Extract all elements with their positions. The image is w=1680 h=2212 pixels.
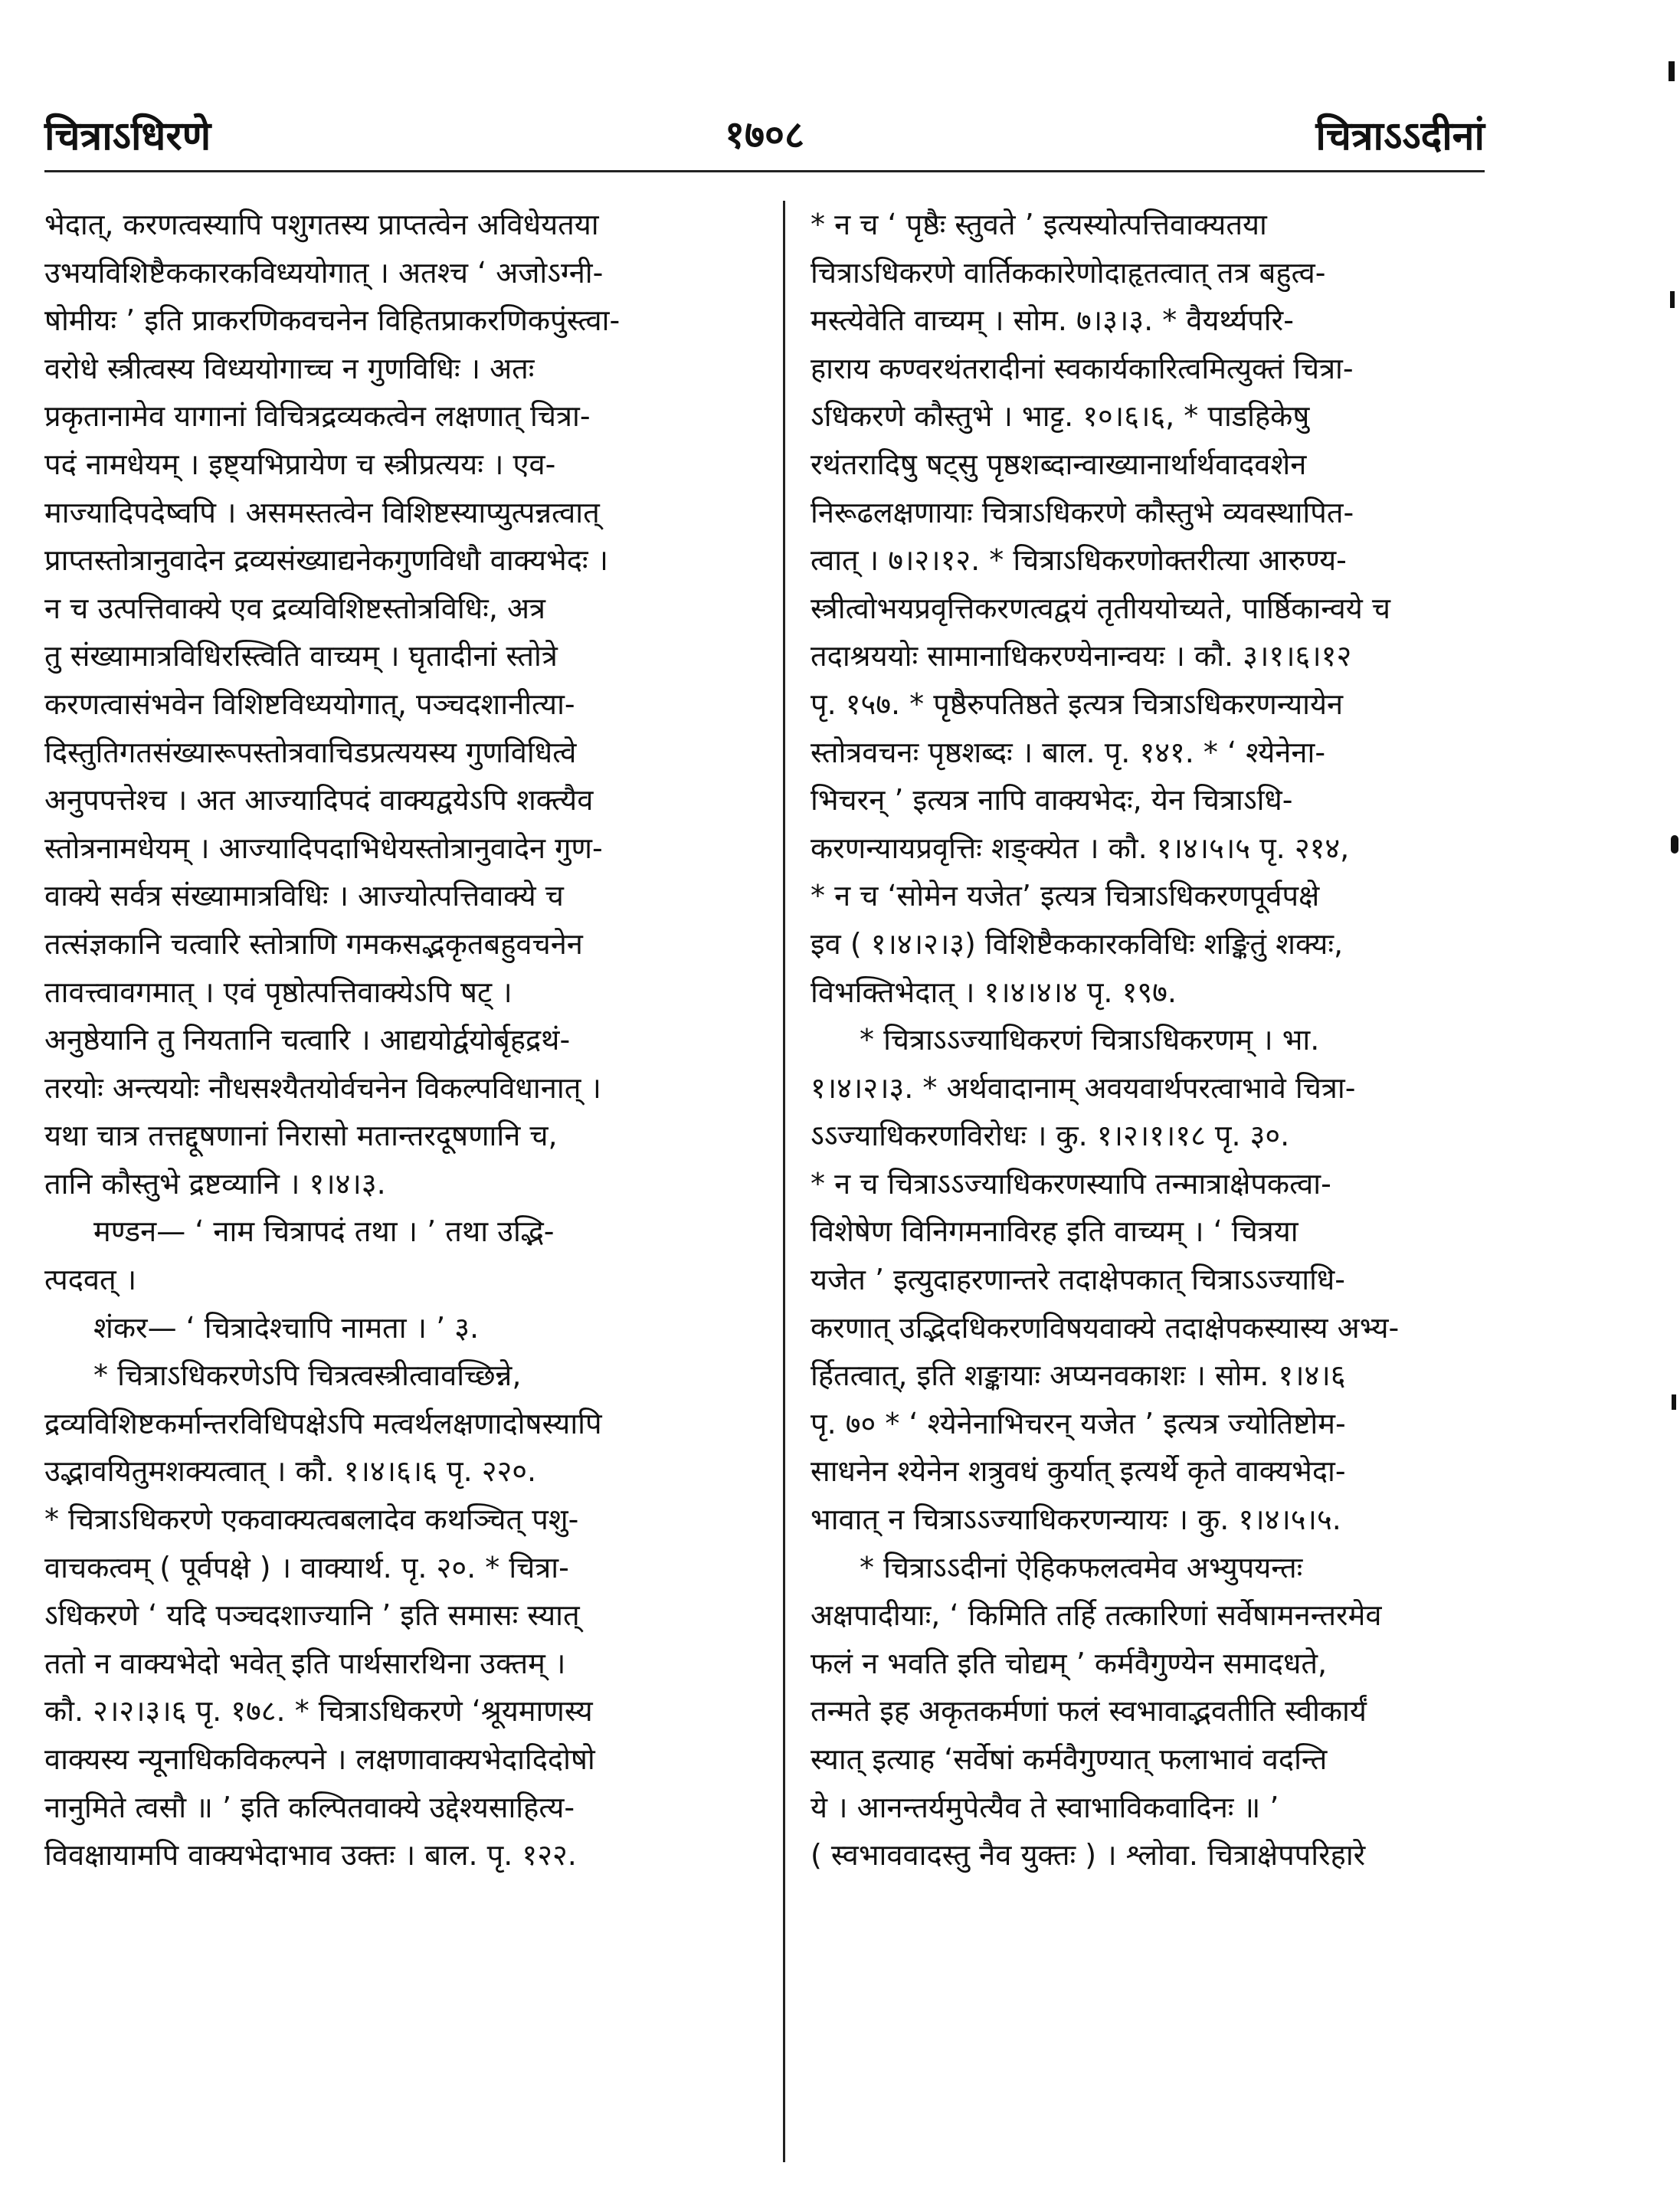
text-line: अनुष्ठेयानि तु नियतानि चत्वारि । आद्ययोर्द्वयोर्बृहद्रथं-: [44, 1023, 571, 1057]
text-line: पृ. ७० * ‘ श्येनेनाभिचरन् यजेत ’ इत्यत्र ज्योतिष्टोम-: [811, 1406, 1346, 1440]
text-line: * चित्राऽऽदीनां ऐहिकफलत्वमेव अभ्युपयन्तः: [860, 1550, 1303, 1584]
text-line: ये । आनन्तर्यमुपेत्यैव ते स्वाभाविकवादिनः ॥ ’: [811, 1790, 1279, 1824]
text-line: चित्राऽधिकरणे वार्तिककारेणोदाहृतत्वात् तत्र बहुत्व-: [811, 255, 1326, 290]
text-line: माज्यादिपदेष्वपि । असमस्तत्वेन विशिष्टस्याप्युत्पन्नत्वात्: [44, 495, 600, 529]
text-line: रथंतरादिषु षट्सु पृष्ठशब्दान्वाख्यानार्थार्थवादवशेन: [811, 447, 1307, 481]
text-line: करणत्वासंभवेन विशिष्टविध्ययोगात्, पञ्चदशानीत्या-: [44, 687, 575, 721]
text-line: पदं नामधेयम् । इष्ट्यभिप्रायेण च स्त्रीप्रत्ययः । एव-: [44, 447, 556, 481]
text-line: दिस्तुतिगतसंख्यारूपस्तोत्रवाचिडप्रत्ययस्य गुणविधित्वे: [44, 735, 577, 769]
header-right-title: चित्राऽऽदीनां: [1315, 113, 1485, 159]
text-line: तानि कौस्तुभे द्रष्टव्यानि । १।४।३.: [44, 1166, 386, 1201]
text-line: अनुपपत्तेश्च । अत आज्यादिपदं वाक्यद्वयेऽपि शक्त्यैव: [44, 783, 594, 818]
text-line: तदाश्रययोः सामानाधिकरण्येनान्वयः । कौ. ३।१।६।१२: [811, 639, 1352, 673]
text-line: करणात् उद्भिदधिकरणविषयवाक्ये तदाक्षेपकस्यास्य अभ्य-: [811, 1310, 1400, 1345]
text-line: त्वात् । ७।२।१२. * चित्राऽधिकरणोक्तरीत्या आरुण्य-: [811, 543, 1347, 578]
header-left-title: चित्राऽधिरणे: [44, 113, 211, 159]
text-line: अक्षपादीयाः, ‘ किमिति तर्हि तत्कारिणां सर्वेषामनन्तरमेव: [811, 1598, 1382, 1633]
right-column: [811, 201, 1485, 1879]
text-line: वाक्ये सर्वत्र संख्यामात्रविधिः । आज्योत्पत्तिवाक्ये च: [44, 879, 564, 913]
text-line: तरयोः अन्त्ययोः नौधसश्यैतयोर्वचनेन विकल्पविधानात् ।: [44, 1070, 601, 1105]
text-line: शंकर— ‘ चित्रादेश्चापि नामता । ’ ३.: [93, 1310, 480, 1345]
text-line: भेदात्, करणत्वस्यापि पशुगतस्य प्राप्तत्वेन अविधेयतया: [44, 208, 599, 241]
text-line: भिचरन् ’ इत्यत्र नापि वाक्यभेदः, येन चित्राऽधि-: [811, 783, 1293, 818]
text-line: प्रकृतानामेव यागानां विचित्रद्रव्यकत्वेन लक्षणात् चित्रा-: [44, 399, 591, 434]
text-line: स्तोत्रवचनः पृष्ठशब्दः । बाल. पृ. १४१. * ‘ श्येनेना-: [811, 735, 1326, 769]
page-number: १७०८: [725, 113, 804, 157]
text-line: भावात् न चित्राऽऽज्याधिकरणन्यायः । कु. १।४।५।५.: [811, 1503, 1341, 1537]
text-line: द्रव्यविशिष्टकर्मान्तरविधिपक्षेऽपि मत्वर्थलक्षणादोषस्यापि: [44, 1406, 602, 1440]
column-separator: [783, 201, 785, 2162]
text-line: इव ( १।४।२।३) विशिष्टैककारकविधिः शङ्कितुं शक्यः,: [811, 926, 1344, 961]
text-line: स्त्रीत्वोभयप्रवृत्तिकरणत्वद्वयं तृतीययोच्यते, पार्ष्ठिकान्वये च: [811, 591, 1391, 625]
text-line: निरूढलक्षणायाः चित्राऽधिकरणे कौस्तुभे व्यवस्थापित-: [811, 495, 1354, 529]
text-line: ऽऽज्याधिकरणविरोधः । कु. १।२।१।१८ पृ. ३०.: [811, 1119, 1290, 1153]
text-line: तु संख्यामात्रविधिरस्त्विति वाच्यम् । घृतादीनां स्तोत्रे: [44, 639, 558, 673]
scan-mark: [1672, 1394, 1676, 1410]
text-line: त्पदवत् ।: [44, 1263, 137, 1297]
text-line: १।४।२।३. * अर्थवादानाम् अवयवार्थपरत्वाभावे चित्रा-: [811, 1070, 1356, 1105]
text-line: * न च ‘सोमेन यजेत’ इत्यत्र चित्राऽधिकरणपूर्वपक्षे: [811, 879, 1320, 913]
text-line: वाक्यस्य न्यूनाधिकविकल्पने । लक्षणावाक्यभेदादिदोषो: [44, 1742, 595, 1776]
text-line: * न च चित्राऽऽज्याधिकरणस्यापि तन्मात्राक्षेपकत्वा-: [811, 1166, 1331, 1201]
scan-mark: [1670, 291, 1675, 308]
text-line: षोमीयः ’ इति प्राकरणिकवचनेन विहितप्राकरणिकपुंस्त्वा-: [44, 303, 621, 338]
text-line: तत्संज्ञकानि चत्वारि स्तोत्राणि गमकसद्भकृतबहुवचनेन: [44, 926, 583, 961]
text-line: करणन्यायप्रवृत्तिः शङ्क्येत । कौ. १।४।५।५ पृ. २१४,: [811, 831, 1350, 865]
text-line: ततो न वाक्यभेदो भवेत् इति पार्थसारथिना उक्तम् ।: [44, 1646, 566, 1680]
text-line: * चित्राऽधिकरणे एकवाक्यत्वबलादेव कथञ्चित् पशु-: [44, 1503, 579, 1537]
text-line: ( स्वभाववादस्तु नैव युक्तः ) । श्लोवा. चित्राक्षेपपरिहारे: [811, 1838, 1366, 1873]
text-line: उद्भावयितुमशक्यत्वात् । कौ. १।४।६।६ पृ. २२०.: [44, 1454, 537, 1489]
text-line: यजेत ’ इत्युदाहरणान्तरे तदाक्षेपकात् चित्राऽऽज्याधि-: [811, 1263, 1345, 1297]
text-line: मस्त्येवेति वाच्यम् । सोम. ७।३।३. * वैयर्थ्यपरि-: [811, 303, 1294, 338]
text-line: यथा चात्र तत्तद्दूषणानां निरासो मतान्तरदूषणानि च,: [44, 1119, 558, 1153]
text-line: वरोधे स्त्रीत्वस्य विध्ययोगाच्च न गुणविधिः । अतः: [44, 351, 535, 385]
left-column: [44, 201, 757, 1879]
text-line: * न च ‘ पृष्ठैः स्तुवते ’ इत्यस्योत्पत्तिवाक्यतया: [811, 208, 1267, 241]
text-line: स्यात् इत्याह ‘सर्वेषां कर्मवैगुण्यात् फलाभावं वदन्ति: [811, 1742, 1328, 1776]
text-line: * चित्राऽधिकरणेऽपि चित्रत्वस्त्रीत्वावच्छिन्ने,: [93, 1358, 522, 1393]
text-line: उभयविशिष्टैककारकविध्ययोगात् । अतश्च ‘ अजोऽग्नी-: [44, 255, 604, 290]
text-line: * चित्राऽऽज्याधिकरणं चित्राऽधिकरणम् । भा.: [860, 1023, 1320, 1057]
text-line: विशेषेण विनिगमनाविरह इति वाच्यम् । ‘ चित्रया: [811, 1214, 1298, 1249]
scan-mark: [1671, 835, 1678, 854]
text-line: पृ. १५७. * पृष्ठैरुपतिष्ठते इत्यत्र चित्राऽधिकरणन्यायेन: [811, 687, 1344, 721]
text-line: नानुमिते त्वसौ ॥ ’ इति कल्पितवाक्ये उद्देश्यसाहित्य-: [44, 1790, 575, 1824]
text-line: र्हितत्वात्, इति शङ्कायाः अप्यनवकाशः । सोम. १।४।६: [811, 1358, 1346, 1393]
text-line: विवक्षायामपि वाक्यभेदाभाव उक्तः । बाल. पृ. १२२.: [44, 1838, 577, 1873]
text-line: ऽधिकरणे ‘ यदि पञ्चदशाज्यानि ’ इति समासः स्यात्: [44, 1598, 580, 1633]
text-line: प्राप्तस्तोत्रानुवादेन द्रव्यसंख्याद्यनेकगुणविधौ वाक्यभेदः ।: [44, 543, 609, 578]
page-header: [44, 107, 1485, 169]
text-line: हाराय कण्वरथंतरादीनां स्वकार्यकारित्वमित्युक्तं चित्रा-: [811, 351, 1354, 385]
text-line: वाचकत्वम् ( पूर्वपक्षे ) । वाक्यार्थ. पृ. २०. * चित्रा-: [44, 1550, 569, 1584]
header-rule: [44, 170, 1485, 172]
scan-mark: [1669, 61, 1675, 81]
text-line: मण्डन— ‘ नाम चित्रापदं तथा । ’ तथा उद्भि-: [93, 1214, 555, 1249]
text-line: साधनेन श्येनेन शत्रुवधं कुर्यात् इत्यर्थे कृते वाक्यभेदा-: [811, 1454, 1346, 1489]
text-line: न च उत्पत्तिवाक्ये एव द्रव्यविशिष्टस्तोत्रविधिः, अत्र: [44, 591, 545, 625]
text-line: विभक्तिभेदात् । १।४।४।४ पृ. १९७.: [811, 975, 1177, 1009]
text-line: फलं न भवति इति चोद्यम् ’ कर्मवैगुण्येन समादधते,: [811, 1646, 1328, 1680]
text-line: कौ. २।२।३।६ पृ. १७८. * चित्राऽधिकरणे ‘श्रूयमाणस्य: [44, 1694, 593, 1729]
text-line: स्तोत्रनामधेयम् । आज्यादिपदाभिधेयस्तोत्रानुवादेन गुण-: [44, 831, 603, 865]
text-line: तावत्त्वावगमात् । एवं पृष्ठोत्पत्तिवाक्येऽपि षट् ।: [44, 975, 513, 1009]
text-line: तन्मते इह अकृतकर्मणां फलं स्वभावाद्भवतीति स्वीकार्यं: [811, 1694, 1367, 1729]
text-line: ऽधिकरणे कौस्तुभे । भाट्ट. १०।६।६, * पाडहिकेषु: [811, 399, 1310, 434]
